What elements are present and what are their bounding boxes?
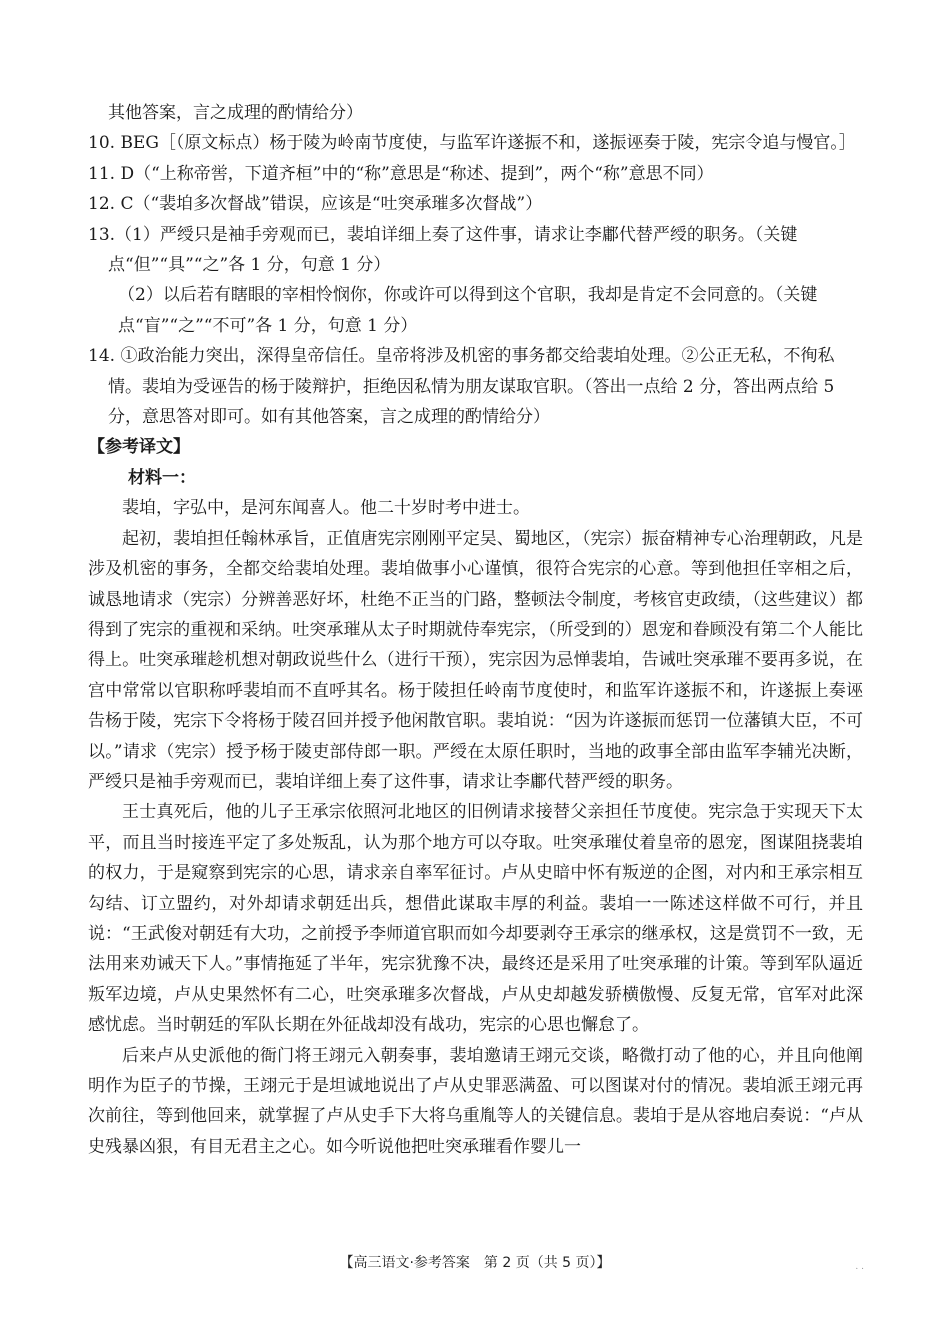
translation-paragraph: 后来卢从史派他的衙门将王翊元入朝奏事，裴垍邀请王翊元交谈，略微打动了他的心，并且向他阐明作为臣子的节操，王翊元于是坦诚地说出了卢从史罪恶满盈、可以图谋对付的情况。裴垍派王翊元再次前往，等到他回来，就掌握了卢从史手下大将乌重胤等人的关键信息。裴垍于是从容地启奏说：“卢从史残暴凶狠，有目无君主之心。如今听说他把吐突承璀看作婴儿一: [88, 1045, 863, 1157]
page-content: [88, 98, 863, 1162]
answer-10: 10. BEG［（原文标点）杨于陵为岭南节度使，与监军许遂振不和，遂振诬奏于陵，宪宗令追与慢官。］: [88, 133, 856, 154]
translation-paragraph: 起初，裴垍担任翰林承旨，正值唐宪宗刚刚平定吴、蜀地区，（宪宗）振奋精神专心治理朝政，凡是涉及机密的事务，全都交给裴垍处理。裴垍做事小心谨慎，很符合宪宗的心意。等到他担任宰相之后，诚恳地请求（宪宗）分辨善恶好坏，杜绝不正当的门路，整顿法令制度，考核官吏政绩，（这些建议）都得到了宪宗的重视和采纳。吐突承璀从太子时期就侍奉宪宗，（所受到的）恩宠和眷顾没有第二个人能比得上。吐突承璀趁机想对朝政说些什么（进行干预），宪宗因为忌惮裴垍，告诫吐突承璀不要再多说，在宫中常常以官职称呼裴垍而不直呼其名。杨于陵担任岭南节度使时，和监军许遂振不和，许遂振上奏诬告杨于陵，宪宗下令将杨于陵召回并授予他闲散官职。裴垍说：“因为许遂振而惩罚一位藩镇大臣，不可以。”请求（宪宗）授予杨于陵吏部侍郎一职。严绶在太原任职时，当地的政事全部由监军李辅光决断，严绶只是袖手旁观而已，裴垍详细上奏了这件事，请求让李鄘代替严绶的职务。: [88, 528, 863, 792]
answer-14: 14. ①政治能力突出，深得皇帝信任。皇帝将涉及机密的事务都交给裴垍处理。②公正无私，不徇私情。裴垍为受诬告的杨于陵辩护，拒绝因私情为朋友谋取官职。（答出一点给 2 分，答出两点给 5 分，意思答对即可。如有其他答案，言之成理的酌情给分）: [88, 346, 835, 428]
material-title: 材料一：: [128, 467, 196, 488]
answer-13-1: 13.（1）严绶只是袖手旁观而已，裴垍详细上奏了这件事，请求让李鄘代替严绶的职务。（关键点“但”“具”“之”各 1 分，句意 1 分）: [88, 224, 798, 276]
answer-continuation: 其他答案，言之成理的酌情给分）: [108, 103, 363, 123]
page-footer: [0, 1252, 950, 1272]
translation-paragraph: 裴垍，字弘中，是河东闻喜人。他二十岁时考中进士。: [122, 498, 530, 519]
corner-mark: . .: [855, 1262, 864, 1272]
footer-label: 【高三语文·参考答案 第 2 页（共 5 页）】: [339, 1255, 611, 1271]
answer-12: 12. C（“裴垍多次督战”错误，应该是“吐突承璀多次督战”）: [88, 194, 543, 215]
translation-heading: 【参考译文】: [88, 437, 190, 458]
translation-paragraph: 王士真死后，他的儿子王承宗依照河北地区的旧例请求接替父亲担任节度使。宪宗急于实现天下太平，而且当时接连平定了多处叛乱，认为那个地方可以夺取。吐突承璀仗着皇帝的恩宠，图谋阻挠裴垍的权力，于是窥察到宪宗的心思，请求亲自率军征讨。卢从史暗中怀有叛逆的企图，对内和王承宗相互勾结、订立盟约，对外却请求朝廷出兵，想借此谋取丰厚的利益。裴垍一一陈述这样做不可行，并且说：“王武俊对朝廷有大功，之前授予李师道官职而如今却要剥夺王承宗的继承权，这是赏罚不一致，无法用来劝诫天下人。”事情拖延了半年，宪宗犹豫不决，最终还是采用了吐突承璀的计策。等到军队逼近叛军边境，卢从史果然怀有二心，吐突承璀多次督战，卢从史却越发骄横傲慢、反复无常，官军对此深感忧虑。当时朝廷的军队长期在外征战却没有战功，宪宗的心思也懈怠了。: [88, 802, 863, 1036]
answer-13-2: （2）以后若有瞎眼的宰相怜悯你，你或许可以得到这个官职，我却是肯定不会同意的。（关键点“盲”“之”“不可”各 1 分，句意 1 分）: [118, 285, 818, 336]
answer-11: 11. D（“上称帝喾，下道齐桓”中的“称”意思是“称述、提到”，两个“称”意思不同）: [88, 163, 714, 184]
